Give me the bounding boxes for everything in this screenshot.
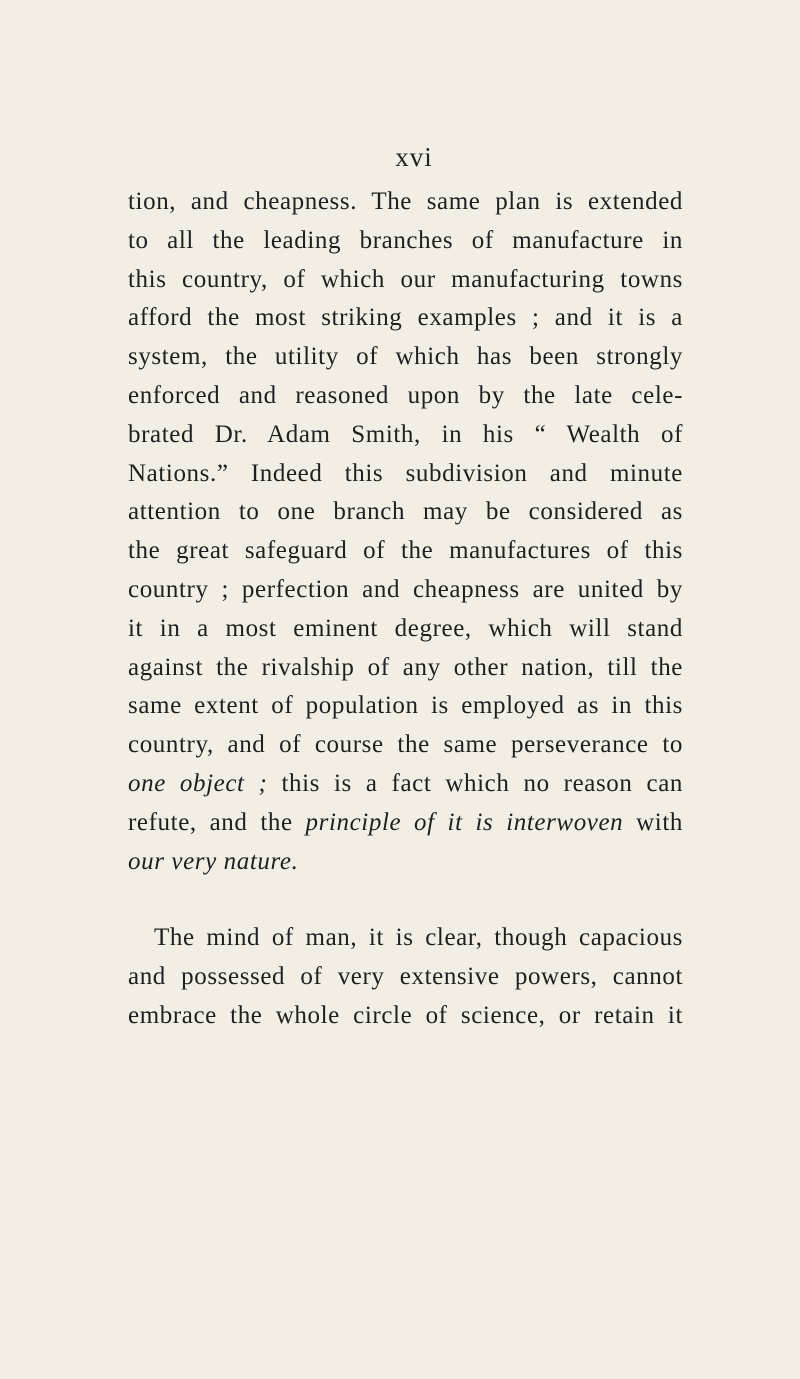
text-run: this country, of which our manufacturing towns	[128, 265, 683, 293]
text-line	[128, 687, 683, 726]
text-run: same extent of population is employed as in this	[128, 692, 683, 720]
text-run: embrace the whole circle of science, or retain it	[128, 1001, 683, 1029]
text-line	[128, 843, 683, 882]
text-run: brated Dr. Adam Smith, in his “ Wealth of	[128, 420, 683, 448]
text-run: the great safeguard of the manufactures of this	[128, 537, 683, 565]
paragraph-gap	[128, 881, 683, 919]
text-run: to all the leading branches of manufacture in	[128, 226, 683, 254]
text-line	[128, 958, 683, 997]
text-line	[128, 571, 683, 610]
text-line	[128, 997, 683, 1036]
text-line	[128, 919, 683, 958]
text-line	[128, 299, 683, 338]
text-line	[128, 455, 683, 494]
text-run: afford the most striking examples ; and it is a	[128, 304, 683, 332]
paragraph	[128, 919, 683, 1035]
italic-text: principle of it is interwoven	[305, 808, 624, 836]
text-line	[128, 493, 683, 532]
text-run: country ; perfection and cheapness are united by	[128, 575, 683, 603]
text-line	[128, 649, 683, 688]
text-line	[128, 532, 683, 571]
text-run: enforced and reasoned upon by the late cele-	[128, 381, 683, 409]
text-run: The mind of man, it is clear, though capacious	[154, 924, 683, 952]
body-text	[128, 183, 683, 1036]
text-line	[128, 261, 683, 300]
page-number: xvi	[395, 142, 433, 172]
text-run: refute, and the	[128, 808, 306, 836]
text-run: country, and of course the same perseverance to	[128, 731, 683, 759]
text-line	[128, 726, 683, 765]
text-run: it in a most eminent degree, which will stand	[128, 614, 683, 642]
text-run: attention to one branch may be considered as	[128, 498, 683, 526]
text-run: and possessed of very extensive powers, cannot	[128, 963, 683, 991]
text-run: tion, and cheapness. The same plan is extended	[128, 188, 683, 215]
text-run: with	[623, 808, 683, 836]
text-run: against the rivalship of any other nation, till the	[128, 653, 683, 681]
text-line	[128, 610, 683, 649]
text-line	[128, 377, 683, 416]
text-line	[128, 416, 683, 455]
text-line	[128, 183, 683, 222]
text-run: this is a fact which no reason can	[267, 769, 683, 797]
text-line	[128, 765, 683, 804]
italic-text: one object ;	[128, 769, 268, 797]
paragraph	[128, 183, 683, 881]
text-line	[128, 804, 683, 843]
text-line	[128, 222, 683, 261]
text-run: Nations.” Indeed this subdivision and minute	[128, 459, 683, 487]
text-line	[128, 338, 683, 377]
text-run: system, the utility of which has been strongly	[128, 343, 683, 371]
italic-text: our very nature.	[128, 847, 299, 875]
